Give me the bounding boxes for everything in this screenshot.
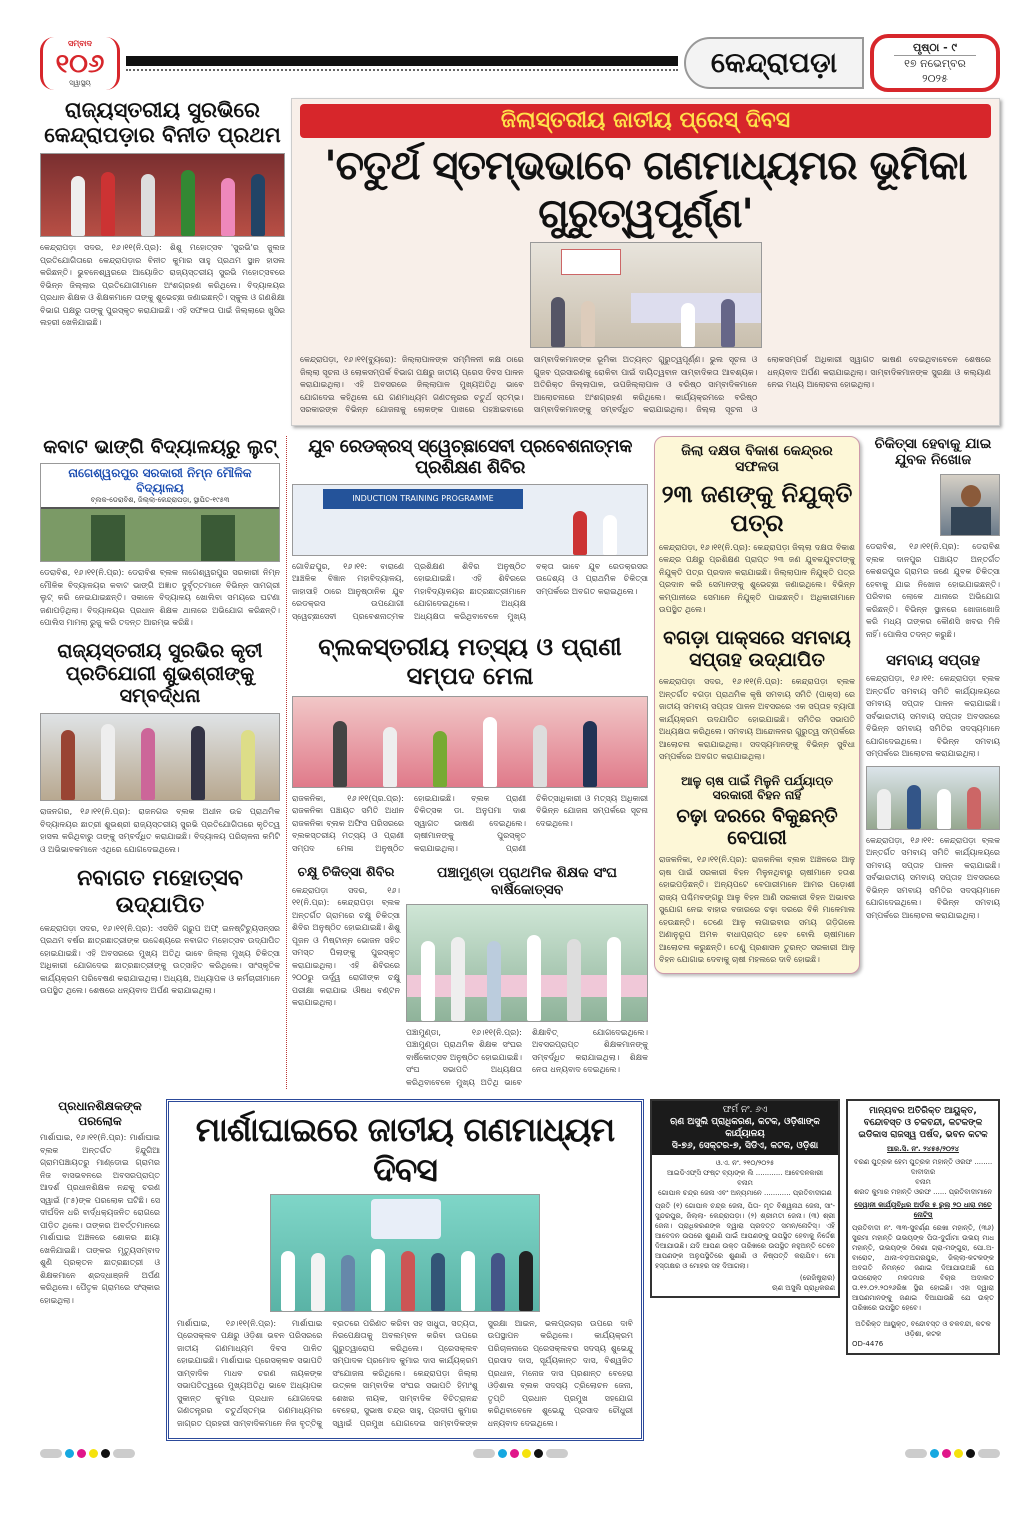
- headline: ରାଜ୍ୟସ୍ତରୀୟ ସୁରଭିରେ କେନ୍ଦ୍ରାପଡ଼ାର ବିନୀତ ପ୍ରଥମ: [44, 98, 281, 148]
- article-eye-camp: ଚକ୍ଷୁ ଚିକିତ୍ସା ଶିବିର କେନ୍ଦ୍ରାପଡ଼ା ସଦର, ୧୬।୧୧(ନି.ପ୍ର): କେନ୍ଦ୍ରାପଡ଼ା ବ୍ଲକ ଅନ୍ତର୍ଗତ ଗ୍ରାମରେ ଚକ୍ଷୁ ଚିକିତ୍ସା ଶିବିର ଅନୁଷ୍ଠିତ ହୋଇଯାଇଛି। ଶିଶୁ ପୂଜନ ଓ ମିଷ୍ଟାନ୍ନ ଭୋଜନ ସହିତ ସମସ୍ତ ପିଲାଙ୍କୁ ପୁରସ୍କୃତ କରାଯାଇଥିଲା। ଏହି ଶିବିରରେ ୨୦୦ରୁ ଊର୍ଦ୍ଧ୍ୱ ରୋଗୀଙ୍କ ଚକ୍ଷୁ ପରୀକ୍ଷା କରାଯାଇ ଔଷଧ ବଣ୍ଟନ କରାଯାଇଥିଲା।: [292, 865, 400, 1010]
- section-title: କେନ୍ଦ୍ରାପଡ଼ା: [684, 37, 864, 89]
- main-headline: 'ଚତୁର୍ଥ ସ୍ତମ୍ଭଭାବେ ଗଣମାଧ୍ୟମର ଭୂମିକା ଗୁରୁତ୍ୱପୂର୍ଣ୍ଣ': [324, 143, 967, 237]
- cooperative-photo: [866, 766, 1000, 830]
- press-day-meeting-photo: [530, 242, 762, 348]
- article-fish-animal-fair: ବ୍ଲକସ୍ତରୀୟ ମତ୍ସ୍ୟ ଓ ପ୍ରାଣୀ ସମ୍ପଦ ମେଳା ରାଜକନିକା, ୧୬।୧୧(ପ୍ର.ପ୍ର): ରାଜକନିକା ପଞ୍ଚାୟତ ସମିତି ଅଧୀନ ରାଜକନିକା ବ୍ଲକ ଅଫିସ ପରିସରରେ ବ୍ଲକସ୍ତରୀୟ ମତ୍ସ୍ୟ ଓ ପ୍ରାଣୀ ସମ୍ପଦ ମେଳା ଅନୁଷ୍ଠିତ ହୋଇଯାଇଛି। ବ୍ଲକ ପ୍ରାଣୀ ଚିକିତ୍ସକ ଡା. ଅନୁପମା ଦାଶ ସ୍ୱାଗତ ଭାଷଣ ଦେଇଥିଲେ। ଚାଷୀମାନଙ୍କୁ ପୁରସ୍କୃତ କରାଯାଇଥିଲା। ପ୍ରାଣୀ ଚିକିତ୍ସାଧିକାରୀ ଓ ମତ୍ସ୍ୟ ଅଧିକାରୀ ବିଭିନ୍ନ ଯୋଜନା ସମ୍ପର୍କରେ ସୂଚନା ଦେଇଥିଲେ।: [292, 633, 648, 855]
- article-top-left: [40, 98, 285, 330]
- article-body: କେନ୍ଦ୍ରାପଡ଼ା, ୧୬।୧୧(ବ୍ୟୁରୋ): ଜିଲ୍ଲାପାଳଙ୍କ ସମ୍ମିଳନୀ କକ୍ଷ ଠାରେ ଜିଲ୍ଲା ସୂଚନା ଓ ଲୋକସମ୍ପର୍କ ବିଭାଗ ପକ୍ଷରୁ ଜାତୀୟ ପ୍ରେସ ଦିବସ ପାଳନ କରାଯାଇଥିଲା। ଏହି ଅବସରରେ ଜିଲ୍ଲାପାଳ ମୁଖ୍ୟଅତିଥି ଭାବେ ଯୋଗଦେଇ କହିଥିଲେ ଯେ ଗଣମାଧ୍ୟମ ଗଣତନ୍ତ୍ରର ଚତୁର୍ଥ ସ୍ତମ୍ଭ। ସରକାରଙ୍କ ବିଭିନ୍ନ ଯୋଜନାକୁ ଲୋକଙ୍କ ପାଖରେ ପହଞ୍ଚାଇବାରେ ସାମ୍ବାଦିକମାନଙ୍କ ଭୂମିକା ଅତ୍ୟନ୍ତ ଗୁରୁତ୍ୱପୂର୍ଣ୍ଣ। ଭୁଲ ସୂଚନା ଓ ଗୁଜବ ପ୍ରସାରଣକୁ ରୋକିବା ପାଇଁ ଦାୟିତ୍ୱବାନ ସାମ୍ବାଦିକତା ଆବଶ୍ୟକ। ଅତିରିକ୍ତ ଜିଲ୍ଲାପାଳ, ଉପଜିଲ୍ଲାପାଳ ଓ ବରିଷ୍ଠ ସାମ୍ବାଦିକମାନେ ଆଲୋଚନାରେ ଅଂଶଗ୍ରହଣ କରିଥିଲେ। କାର୍ଯ୍ୟକ୍ରମରେ ବରିଷ୍ଠ ସାମ୍ବାଦିକମାନଙ୍କୁ ସମ୍ବର୍ଦ୍ଧିତ କରାଯାଇଥିଲା। ଜିଲ୍ଲା ସୂଚନା ଓ ଲୋକସମ୍ପର୍କ ଅଧିକାରୀ ସ୍ୱାଗତ ଭାଷଣ ଦେଇଥିବାବେଳେ ଶେଷରେ ଧନ୍ୟବାଦ ଅର୍ପଣ କରାଯାଇଥିଲା। ସାମ୍ବାଦିକମାନଙ୍କ ସୁରକ୍ଷା ଓ କଲ୍ୟାଣ ନେଇ ମଧ୍ୟ ଆଲୋଚନା ହୋଇଥିଲା।: [300, 355, 991, 414]
- article-teachers-association: ପଞ୍ଚାମୁଣ୍ଡା ପ୍ରାଥମିକ ଶିକ୍ଷକ ସଂଘ ବାର୍ଷିକୋତ୍ସବ ପଞ୍ଚାମୁଣ୍ଡା, ୧୬।୧୧(ନି.ପ୍ର): ପଞ୍ଚାମୁଣ୍ଡା ପ୍ରାଥମିକ ଶିକ୍ଷକ ସଂଘର ବାର୍ଷିକୋତ୍ସବ ଅନୁଷ୍ଠିତ ହୋଇଯାଇଛି। ସଂଘ ସଭାପତି ଅଧ୍ୟକ୍ଷତା କରିଥିବାବେଳେ ମୁଖ୍ୟ ଅତିଥି ଭାବେ ଶିକ୍ଷାବିତ୍ ଯୋଗଦେଇଥିଲେ। ଅବସରପ୍ରାପ୍ତ ଶିକ୍ଷକମାନଙ୍କୁ ସମ୍ବର୍ଦ୍ଧିତ କରାଯାଇଥିଲା। ଶିକ୍ଷକ ନେତା ଧନ୍ୟବାଦ ଦେଇଥିଲେ।: [406, 865, 648, 1089]
- article-body: ଗୋବିନ୍ଦପୁର, ୧୬।୧୧: ବାରାଣେ ଆଞ୍ଚଳିକ ବିଜ୍ଞାନ ମହାବିଦ୍ୟାଳୟ, ଜାହାସାହି ଠାରେ ଆନୁଷ୍ଠାନିକ ଯୁବ ରେଡକ୍ରସ ଉପଯୋଗୀ ସ୍ୱେଚ୍ଛାସେବୀ ପ୍ରବେଶନାତ୍ମକ ପ୍ରଶିକ୍ଷଣ ଶିବିର ଅନୁଷ୍ଠିତ ହୋଇଯାଇଛି। ଏହି ଶିବିରରେ ମହାବିଦ୍ୟାଳୟର ଛାତ୍ରଛାତ୍ରୀମାନେ ଯୋଗଦେଇଥିଲେ। ଅଧ୍ୟକ୍ଷ ଅଧ୍ୟକ୍ଷତା କରିଥିବାବେଳେ ମୁଖ୍ୟ ବକ୍ତା ଭାବେ ଯୁବ ରେଡକ୍ରସର ଉଦ୍ଦେଶ୍ୟ ଓ ପ୍ରାଥମିକ ଚିକିତ୍ସା ସମ୍ପର୍କରେ ଅବଗତ କରାଇଥିଲେ।: [292, 561, 648, 621]
- article-body: ରାଜନଗର, ୧୬।୧୧(ନି.ପ୍ର): ରାଜନଗର ବ୍ଲକ ଅଧୀନ ଉଚ୍ଚ ପ୍ରାଥମିକ ବିଦ୍ୟାଳୟର ଛାତ୍ରୀ ଶୁଭଶ୍ରୀ ରାଜ୍ୟସ୍ତରୀୟ ସୁରଭି ପ୍ରତିଯୋଗିତାରେ କୃତିତ୍ୱ ହାସଲ କରିଥିବାରୁ ତାଙ୍କୁ ସମ୍ବର୍ଦ୍ଧିତ କରାଯାଇଛି। ବିଦ୍ୟାଳୟ ପରିଚାଳନା କମିଟି ଓ ଅଭିଭାବକମାନେ ଏଥିରେ ଯୋଗଦେଇଥିଲେ।: [40, 807, 280, 854]
- form-notice-header: ଫର୍ମ ନଂ. ୬ଏ ଋଣ ଅସୁଲି ପ୍ରାଧିକରଣ, କଟକ, ଓଡ଼ିଶାଙ୍କ କାର୍ଯ୍ୟାଳୟ ସି-୭୬, ସେକ୍ଟର-୭, ସିଡିଏ, କଟକ, ଓଡ଼ିଶା: [652, 1101, 838, 1155]
- training-programme-photo: INDUCTION TRAINING PROGRAMME: [292, 484, 648, 556]
- kicker-banner: ଜିଲାସ୍ତରୀୟ ଜାତୀୟ ପ୍ରେସ୍ ଦିବସ: [300, 104, 991, 138]
- article-body: ଡେରାବିଶ, ୧୬।୧୧(ନି.ପ୍ର): ଡେରାବିଶ ବ୍ଲକ ନାଗେଶ୍ୱରପୁର ସରକାରୀ ନିମ୍ନ ମୌଳିକ ବିଦ୍ୟାଳୟର କବାଟ ଭାଙ୍ଗି ଅଜ୍ଞାତ ଦୁର୍ବୃତ୍ତମାନେ ବିଭିନ୍ନ ସାମଗ୍ରୀ ଲୁଟ୍ କରି ନେଇଯାଇଛନ୍ତି। ସକାଳେ ବିଦ୍ୟାଳୟ ଖୋଲିବା ସମୟରେ ଘଟଣା ଜଣାପଡ଼ିଥିଲା। ବିଦ୍ୟାଳୟର ପ୍ରଧାନ ଶିକ୍ଷକ ଥାନାରେ ଅଭିଯୋଗ କରିଛନ୍ତି। ପୋଲିସ ମାମଲା ରୁଜୁ କରି ତଦନ୍ତ ଆରମ୍ଭ କରିଛି।: [40, 568, 280, 628]
- article-body: ରାଜକନିକା, ୧୬।୧୧(ପ୍ର.ପ୍ର): ରାଜକନିକା ପଞ୍ଚାୟତ ସମିତି ଅଧୀନ ରାଜକନିକା ବ୍ଲକ ଅଫିସ ପରିସରରେ ବ୍ଲକସ୍ତରୀୟ ମତ୍ସ୍ୟ ଓ ପ୍ରାଣୀ ସମ୍ପଦ ମେଳା ଅନୁଷ୍ଠିତ ହୋଇଯାଇଛି। ବ୍ଲକ ପ୍ରାଣୀ ଚିକିତ୍ସକ ଡା. ଅନୁପମା ଦାଶ ସ୍ୱାଗତ ଭାଷଣ ଦେଇଥିଲେ। ଚାଷୀମାନଙ୍କୁ ପୁରସ୍କୃତ କରାଯାଇଥିଲା। ପ୍ରାଣୀ ଚିକିତ୍ସାଧିକାରୀ ଓ ମତ୍ସ୍ୟ ଅଧିକାରୀ ବିଭିନ୍ନ ଯୋଜନା ସମ୍ପର୍କରେ ସୂଚନା ଦେଇଥିଲେ।: [292, 793, 648, 853]
- article-body: କେନ୍ଦ୍ରାପଡ଼ା ସଦର, ୧୬।୧୧(ନି.ପ୍ର): କେନ୍ଦ୍ରାପଡ଼ା ବ୍ଲକ ଅନ୍ତର୍ଗତ ଗ୍ରାମରେ ଚକ୍ଷୁ ଚିକିତ୍ସା ଶିବିର ଅନୁଷ୍ଠିତ ହୋଇଯାଇଛି। ଶିଶୁ ପୂଜନ ଓ ମିଷ୍ଟାନ୍ନ ଭୋଜନ ସହିତ ସମସ୍ତ ପିଲାଙ୍କୁ ପୁରସ୍କୃତ କରାଯାଇଥିଲା। ଏହି ଶିବିରରେ ୨୦୦ରୁ ଊର୍ଦ୍ଧ୍ୱ ରୋଗୀଙ୍କ ଚକ୍ଷୁ ପରୀକ୍ଷା କରାଯାଇ ଔଷଧ ବଣ୍ଟନ କରାଯାଇଥିଲା।: [292, 885, 400, 1008]
- article-freshers-festival: ନବାଗତ ମହୋତ୍ସବ ଉଦ୍ଯାପିତ କେନ୍ଦ୍ରାପଡ଼ା ସଦର, ୧୬।୧୧(ନି.ପ୍ର): ଏସସିବି ଗ୍ରୁପ ଅଫ୍ ଇନଷ୍ଟିଚ୍ୟୁସନ୍ସର ପ୍ରଥମ ବର୍ଷର ଛାତ୍ରଛାତ୍ରୀଙ୍କ ଉଦ୍ଦେଶ୍ୟରେ ନବାଗତ ମହୋତ୍ସବ ଉଦ୍ଯାପିତ ହୋଇଯାଇଛି। ଏହି ଅବସରରେ ମୁଖ୍ୟ ଅତିଥି ଭାବେ ଜିଲ୍ଲା ମୁଖ୍ୟ ଚିକିତ୍ସା ଅଧିକାରୀ ଯୋଗଦେଇ ଛାତ୍ରଛାତ୍ରୀଙ୍କୁ ଉତ୍ସାହିତ କରିଥିଲେ। ସାଂସ୍କୃତିକ କାର୍ଯ୍ୟକ୍ରମ ପରିବେଷଣ କରାଯାଇଥିଲା। ଅଧ୍ୟକ୍ଷ, ଅଧ୍ୟାପକ ଓ କର୍ମଚାରୀମାନେ ଉପସ୍ଥିତ ଥିଲେ। ଶେଷରେ ଧନ୍ୟବାଦ ଅର୍ପଣ କରାଯାଇଥିଲା।: [40, 866, 280, 998]
- article-body: କେନ୍ଦ୍ରାପଡ଼ା ସଦର, ୧୬।୧୧(ନି.ପ୍ର): କେନ୍ଦ୍ରାପଡ଼ା ବ୍ଲକ ଅନ୍ତର୍ଗତ ବଗଡ଼ା ପ୍ରାଥମିକ କୃଷି ସମବାୟ ସମିତି (ପାକ୍ସ) ରେ ଜାତୀୟ ସମବାୟ ସପ୍ତାହ ପାଳନ ଅବସରରେ ଏକ ସପ୍ତାହ ବ୍ୟାପୀ କାର୍ଯ୍ୟକ୍ରମ ଉଦଯାପିତ ହୋଇଯାଇଛି। ସମିତିର ସଭାପତି ଅଧ୍ୟକ୍ଷତା କରିଥିଲେ। ସମବାୟ ଆନ୍ଦୋଳନର ଗୁରୁତ୍ୱ ସମ୍ପର୍କରେ ଆଲୋଚନା କରାଯାଇଥିଲା। ସଦସ୍ୟମାନଙ୍କୁ ବିଭିନ୍ନ ସୁବିଧା ସମ୍ପର୍କରେ ଅବଗତ କରାଯାଇଥିଲା।: [659, 677, 855, 762]
- date: ୧୭ ନଭେମ୍ବର: [904, 57, 966, 70]
- page-date-badge: ପୃଷ୍ଠା - ୯ ୧୭ ନଭେମ୍ବର ୨୦୨୫: [870, 34, 1000, 92]
- yellow-box: [654, 436, 860, 974]
- color-registration-marks: [905, 1449, 1000, 1458]
- article-body: ରାଜକନିକା, ୧୬।୧୧(ନି.ପ୍ର): ରାଜକନିକା ବ୍ଲକ ଅଞ୍ଚଳରେ ଆଳୁ ଚାଷ ପାଇଁ ସରକାରୀ ବିହନ ମିଳୁନଥିବାରୁ ଚାଷୀମାନେ ହତାଶ ହୋଇପଡ଼ିଛନ୍ତି। ଅନ୍ୟପଟେ ବେପାରୀମାନେ ଆମର ପଡ଼ୋଶୀ ରାଜ୍ୟ ପଶ୍ଚିମବଙ୍ଗରୁ ଆଳୁ ବିହନ ଆଣି ସରକାରୀ ବିହନ ଅଭାବର ସୁଯୋଗ ନେଇ ବାହାର ବଜାରରେ ଚଢ଼ା ଦରରେ ବିକି ମାଳେମାଲ ହେଉଛନ୍ତି। ତେଣେ ଆଳୁ ଲଗାଇବାର ସମୟ ଗଡ଼ିଗଲେ ଅଣାନୁରୂପ ଅମଳ ବାଧାପ୍ରାପ୍ତ ହେବ ବୋଲି ଚାଷୀମାନେ ଆଲୋଚନା କରୁଛନ୍ତି। ତେଣୁ ପ୍ରଶାସନ ତୁରନ୍ତ ସରକାରୀ ଆଳୁ ବିହନ ଯୋଗାଇ ଦେବାକୁ ଚାଷୀ ମହଲରେ ଦାବି ହୋଇଛି।: [659, 855, 855, 965]
- felicitation-photo: [40, 713, 280, 801]
- color-registration-marks: [40, 1449, 135, 1458]
- article-potato-seed: ଆଳୁ ଚାଷ ପାଇଁ ମିଳୁନି ପର୍ଯ୍ୟାପ୍ତ ସରକାରୀ ବିହନ ନାହିଁ ଚଢ଼ା ଦରରେ ବିକୁଛନ୍ତି ବେପାରୀ ରାଜକନିକା, ୧୬।୧୧(ନି.ପ୍ର): ରାଜକନିକା ବ୍ଲକ ଅଞ୍ଚଳରେ ଆଳୁ ଚାଷ ପାଇଁ ସରକାରୀ ବିହନ ମିଳୁନଥିବାରୁ ଚାଷୀମାନେ ହତାଶ ହୋଇପଡ଼ିଛନ୍ତି। ଅନ୍ୟପଟେ ବେପାରୀମାନେ ଆମର ପଡ଼ୋଶୀ ରାଜ୍ୟ ପଶ୍ଚିମବଙ୍ଗରୁ ଆଳୁ ବିହନ ଆଣି ସରକାରୀ ବିହନ ଅଭାବର ସୁଯୋଗ ନେଇ ବାହାର ବଜାରରେ ଚଢ଼ା ଦରରେ ବିକି ମାଳେମାଲ ହେଉଛନ୍ତି। ତେଣେ ଆଳୁ ଲଗାଇବାର ସମୟ ଗଡ଼ିଗଲେ ଅଣାନୁରୂପ ଅମଳ ବାଧାପ୍ରାପ୍ତ ହେବ ବୋଲି ଚାଷୀମାନେ ଆଲୋଚନା କରୁଛନ୍ତି। ତେଣୁ ପ୍ରଶାସନ ତୁରନ୍ତ ସରକାରୀ ଆଳୁ ବିହନ ଯୋଗାଇ ଦେବାକୁ ଚାଷୀ ମହଲରେ ଦାବି ହୋଇଛି।: [659, 774, 855, 967]
- article-red-cross-training: ଯୁବ ରେଡକ୍ରସ୍ ସ୍ୱେଚ୍ଛାସେବୀ ପ୍ରବେଶନାତ୍ମକ ପ୍ରଶିକ୍ଷଣ ଶିବିର INDUCTION TRAINING PROGRAMME ଗୋବିନ୍ଦପୁର, ୧୬।୧୧: ବାରାଣେ ଆଞ୍ଚଳିକ ବିଜ୍ଞାନ ମହାବିଦ୍ୟାଳୟ, ଜାହାସାହି ଠାରେ ଆନୁଷ୍ଠାନିକ ଯୁବ ରେଡକ୍ରସ ଉପଯୋଗୀ ସ୍ୱେଚ୍ଛାସେବୀ ପ୍ରବେଶନାତ୍ମକ ପ୍ରଶିକ୍ଷଣ ଶିବିର ଅନୁଷ୍ଠିତ ହୋଇଯାଇଛି। ଏହି ଶିବିରରେ ମହାବିଦ୍ୟାଳୟର ଛାତ୍ରଛାତ୍ରୀମାନେ ଯୋଗଦେଇଥିଲେ। ଅଧ୍ୟକ୍ଷ ଅଧ୍ୟକ୍ଷତା କରିଥିବାବେଳେ ମୁଖ୍ୟ ବକ୍ତା ଭାବେ ଯୁବ ରେଡକ୍ରସର ଉଦ୍ଦେଶ୍ୟ ଓ ପ୍ରାଥମିକ ଚିକିତ୍ସା ସମ୍ପର୍କରେ ଅବଗତ କରାଇଥିଲେ।: [292, 436, 648, 624]
- article-bagada-pacs: ବଗଡ଼ା ପାକ୍ସରେ ସମବାୟ ସପ୍ତାହ ଉଦ୍ଯାପିତ କେନ୍ଦ୍ରାପଡ଼ା ସଦର, ୧୬।୧୧(ନି.ପ୍ର): କେନ୍ଦ୍ରାପଡ଼ା ବ୍ଲକ ଅନ୍ତର୍ଗତ ବଗଡ଼ା ପ୍ରାଥମିକ କୃଷି ସମବାୟ ସମିତି (ପାକ୍ସ) ରେ ଜାତୀୟ ସମବାୟ ସପ୍ତାହ ପାଳନ ଅବସରରେ ଏକ ସପ୍ତାହ ବ୍ୟାପୀ କାର୍ଯ୍ୟକ୍ରମ ଉଦଯାପିତ ହୋଇଯାଇଛି। ସମିତିର ସଭାପତି ଅଧ୍ୟକ୍ଷତା କରିଥିଲେ। ସମବାୟ ଆନ୍ଦୋଳନର ଗୁରୁତ୍ୱ ସମ୍ପର୍କରେ ଆଲୋଚନା କରାଯାଇଥିଲା। ସଦସ୍ୟମାନଙ୍କୁ ବିଭିନ୍ନ ସୁବିଧା ସମ୍ପର୍କରେ ଅବଗତ କରାଯାଇଥିଲା।: [659, 627, 855, 764]
- article-body: କେନ୍ଦ୍ରାପଡ଼ା, ୧୬।୧୧(ନି.ପ୍ର): କେନ୍ଦ୍ରାପଡ଼ା ଜିଲ୍ଲା ଦକ୍ଷତା ବିକାଶ କେନ୍ଦ୍ର ପକ୍ଷରୁ ପ୍ରଶିକ୍ଷଣ ପ୍ରାପ୍ତ ୨୩ ଜଣ ଯୁବକଯୁବତୀଙ୍କୁ ନିଯୁକ୍ତି ପତ୍ର ପ୍ରଦାନ କରାଯାଇଛି। ଜିଲ୍ଲାପାଳ ନିଯୁକ୍ତି ପତ୍ର ପ୍ରଦାନ କରି ସେମାନଙ୍କୁ ଶୁଭେଚ୍ଛା ଜଣାଇଥିଲେ। ବିଭିନ୍ନ କମ୍ପାନୀରେ ସେମାନେ ନିଯୁକ୍ତି ପାଇଛନ୍ତି। ଅଧିକାରୀମାନେ ଉପସ୍ଥିତ ଥିଲେ।: [659, 542, 855, 615]
- award-photo: [40, 153, 285, 237]
- newspaper-logo: ସମ୍ବାଦ ୧୦୬ ସ୍ୱାସ୍ଥ୍ୟ: [40, 37, 120, 90]
- association-photo: [406, 904, 648, 1022]
- column-divider: [286, 436, 648, 1090]
- legal-notice: ମାନ୍ୟବର ଅତିରିକ୍ତ ଆୟୁକ୍ତ, ବନ୍ଦୋବସ୍ତ ଓ ଚକବନ୍ଦୀ, କଟକଙ୍କ ଇଡିକାସ ରାଜସ୍ୱ ପର୍ଷଦ, ଭବନ କଟକ ଆର.ସି. ନଂ. ୨୪୫୫/୨୦୨୪ ବରଣ ପୁତ୍ରକ ହେମ ପୁତ୍ରକ ମହାନ୍ତି ଓରଫ ........ ଦାବୀଦାର ବନାମ ଶରତ କୁମାର ମହାନ୍ତି ଓରଫ ...... ପ୍ରତିବାଦୀମାନେ ଦେୱାନୀ କାର୍ଯ୍ୟବିଧିର ଅର୍ଡର ୫ ରୁଲ୍ ୨୦ ଧାରା ମତେ ନୋଟିସ୍ ପ୍ରତିବାଦୀ ନଂ. ୩୩-ସୁବର୍ଣ୍ଣ ରେଖା ମହାନ୍ତି, (୩୬) ସୁରମା ମହାନ୍ତି ଉଭୟଙ୍କ ପିତା-ଦୁର୍ଗାମା ଉଭୟ ମାଧ ମହାନ୍ତି, ଉଭୟଙ୍କ ଠିକଣା ଗ୍ରା-ମଙ୍ଗୁରା, ପୋ.ଅ-ବାରୋଟ, ଥାନା-ବଡ଼ଅଗରପୁର, ଜିଲ୍ଲା-କଟକଙ୍କ ଅବଗତି ନିମନ୍ତେ ଜଣାଇ ଦିଆଯାଉଅଛି ଯେ ଉପରୋକ୍ତ ମକଦ୍ଦମାର ବିଚାର ଅଦାଲତ ତା.୧୨.୦୨.୨୦୨୬ରିଖ ସ୍ଥିର ହୋଇଛି। ଏହା ଦ୍ୱାରା ଆପଣମାନଙ୍କୁ ଜଣାଇ ଦିଆଯାଉଛି ଯେ ଉକ୍ତ ତାରିଖରେ ଉପସ୍ଥିତ ହେବେ। ଅତିରିକ୍ତ ଆୟୁକ୍ତ, ବନ୍ଦୋବସ୍ତ ଓ ଚକବନ୍ଦୀ, କଟକ ଓଡ଼ିଶା, କଟକ OD-4476: [846, 1099, 1000, 1355]
- masthead-rule-dotted: [126, 69, 678, 71]
- article-body: ମାର୍ଶାଘାଇ, ୧୬।୧୧(ନି.ପ୍ର): ମାର୍ଶାଘାଇ ବ୍ଲକ ଅନ୍ତର୍ଗତ ହିନ୍ଦୁଗିଆ ଗ୍ରାମପଞ୍ଚାୟତରୁ ମାଣ୍ଡୋଇ ଗ୍ରାମର ନିଜ ବାସଭବନରେ ଅବସରପ୍ରାପ୍ତ ଆଦର୍ଶ ପ୍ରଧାନଶିକ୍ଷକ ନନ୍ଦକୁ ଚରଣ ସ୍ୱାଇଁ (୮୫)ଙ୍କ ପରଲୋକ ଘଟିଛି। ସେ ଦୀର୍ଘଦିନ ଧରି ବାର୍ଦ୍ଧକ୍ୟଜନିତ ରୋଗରେ ପୀଡ଼ିତ ଥିଲେ। ତାଙ୍କର ଅବର୍ତ୍ତମାନରେ ମାର୍ଶାଘାଇ ଅଞ୍ଚଳରେ ଶୋକର ଛାୟା ଖେଳିଯାଇଛି। ତାଙ୍କର ମୃତ୍ୟୁସମ୍ବାଦ ଶୁଣି ପ୍ରକ୍ତନ ଛାତ୍ରଛାତ୍ରୀ ଓ ଶିକ୍ଷକମାନେ ଶ୍ରଦ୍ଧାଞ୍ଜଳି ଅର୍ପଣ କରିଥିଲେ। ପୈତୃକ ଗ୍ରାମରେ ସଂସ୍କାର ହୋଇଥିଲା।: [40, 1133, 160, 1305]
- article-body: ଡେରାବିଶ, ୧୬।୧୧(ନି.ପ୍ର): ଡେରାବିଶ ବ୍ଲକ ଦାନପୁର ପଞ୍ଚାୟତ ଅନ୍ତର୍ଗତ କେଶରପୁର ଗ୍ରାମର ଜଣେ ଯୁବକ ଚିକିତ୍ସା ହେବାକୁ ଯାଇ ନିଖୋଜ ହୋଇଯାଇଛନ୍ତି। ପରିବାର ଲୋକେ ଥାନାରେ ଅଭିଯୋଗ କରିଛନ୍ତି। ବିଭିନ୍ନ ସ୍ଥାନରେ ଖୋଜାଖୋଜି କରି ମଧ୍ୟ ତାଙ୍କର କୌଣସି ଖବର ମିଳି ନାହିଁ। ପୋଲିସ ତଦନ୍ତ କରୁଛି।: [866, 542, 1000, 639]
- article-body: କେନ୍ଦ୍ରାପଡ଼ା, ୧୬।୧୧: କେନ୍ଦ୍ରାପଡ଼ା ବ୍ଲକ ଅନ୍ତର୍ଗତ ସମବାୟ ସମିତି କାର୍ଯ୍ୟାଳୟରେ ସମବାୟ ସପ୍ତାହ ପାଳନ କରାଯାଇଛି। ସର୍ବଭାରତୀୟ ସମବାୟ ସପ୍ତାହ ଅବସରରେ ବିଭିନ୍ନ ସମବାୟ ସମିତିର ସଦସ୍ୟମାନେ ଯୋଗଦେଇଥିଲେ। ବିଭିନ୍ନ ସମବାୟ ସମ୍ପର୍କରେ ଆଲୋଚନା କରାଯାଇଥିଲା।: [866, 674, 1000, 759]
- article-body: କେନ୍ଦ୍ରାପଡ଼ା ସଦର, ୧୬।୧୧(ନି.ପ୍ର): ଏସସିବି ଗ୍ରୁପ ଅଫ୍ ଇନଷ୍ଟିଚ୍ୟୁସନ୍ସର ପ୍ରଥମ ବର୍ଷର ଛାତ୍ରଛାତ୍ରୀଙ୍କ ଉଦ୍ଦେଶ୍ୟରେ ନବାଗତ ମହୋତ୍ସବ ଉଦ୍ଯାପିତ ହୋଇଯାଇଛି। ଏହି ଅବସରରେ ମୁଖ୍ୟ ଅତିଥି ଭାବେ ଜିଲ୍ଲା ମୁଖ୍ୟ ଚିକିତ୍ସା ଅଧିକାରୀ ଯୋଗଦେଇ ଛାତ୍ରଛାତ୍ରୀଙ୍କୁ ଉତ୍ସାହିତ କରିଥିଲେ। ସାଂସ୍କୃତିକ କାର୍ଯ୍ୟକ୍ରମ ପରିବେଷଣ କରାଯାଇଥିଲା। ଅଧ୍ୟକ୍ଷ, ଅଧ୍ୟାପକ ଓ କର୍ମଚାରୀମାନେ ଉପସ୍ଥିତ ଥିଲେ। ଶେଷରେ ଧନ୍ୟବାଦ ଅର୍ପଣ କରାଯାଇଥିଲା।: [40, 923, 280, 996]
- main-story: [291, 98, 1000, 426]
- article-body: ପଞ୍ଚାମୁଣ୍ଡା, ୧୬।୧୧(ନି.ପ୍ର): ପଞ୍ଚାମୁଣ୍ଡା ପ୍ରାଥମିକ ଶିକ୍ଷକ ସଂଘର ବାର୍ଷିକୋତ୍ସବ ଅନୁଷ୍ଠିତ ହୋଇଯାଇଛି। ସଂଘ ସଭାପତି ଅଧ୍ୟକ୍ଷତା କରିଥିବାବେଳେ ମୁଖ୍ୟ ଅତିଥି ଭାବେ ଶିକ୍ଷାବିତ୍ ଯୋଗଦେଇଥିଲେ। ଅବସରପ୍ରାପ୍ତ ଶିକ୍ଷକମାନଙ୍କୁ ସମ୍ବର୍ଦ୍ଧିତ କରାଯାଇଥିଲା। ଶିକ୍ଷକ ନେତା ଧନ୍ୟବାଦ ଦେଇଥିଲେ।: [406, 1027, 648, 1087]
- article-surabhi-felicitation: ରାଜ୍ୟସ୍ତରୀୟ ସୁରଭିର କୃତୀ ପ୍ରତିଯୋଗୀ ଶୁଭଶ୍ରୀଙ୍କୁ ସମ୍ବର୍ଦ୍ଧନା ରାଜନଗର, ୧୬।୧୧(ନି.ପ୍ର): ରାଜନଗର ବ୍ଲକ ଅଧୀନ ଉଚ୍ଚ ପ୍ରାଥମିକ ବିଦ୍ୟାଳୟର ଛାତ୍ରୀ ଶୁଭଶ୍ରୀ ରାଜ୍ୟସ୍ତରୀୟ ସୁରଭି ପ୍ରତିଯୋଗିତାରେ କୃତିତ୍ୱ ହାସଲ କରିଥିବାରୁ ତାଙ୍କୁ ସମ୍ବର୍ଦ୍ଧିତ କରାଯାଇଛି। ବିଦ୍ୟାଳୟ ପରିଚାଳନା କମିଟି ଓ ଅଭିଭାବକମାନେ ଏଥିରେ ଯୋଗଦେଇଥିଲେ।: [40, 640, 280, 856]
- page-number: ପୃଷ୍ଠା - ୯: [894, 40, 976, 56]
- media-day-photo: [270, 1194, 540, 1312]
- masthead: [40, 0, 1000, 92]
- article-marshaghai-media-day: ମାର୍ଶାଘାଇରେ ଜାତୀୟ ଗଣମାଧ୍ୟମ ଦିବସ ମାର୍ଶାଘାଇ, ୧୬।୧୧(ନି.ପ୍ର): ମାର୍ଶାଘାଇ ପ୍ରେସକ୍ଲବ ପକ୍ଷରୁ ଓଡ଼ିଶା ଭବନ ପରିସରରେ ଜାତୀୟ ଗଣମାଧ୍ୟମ ଦିବସ ପାଳିତ ହୋଇଯାଇଛି। ମାର୍ଶାଘାଇ ପ୍ରେସକ୍ଲବ ସଭାପତି ସାମ୍ବାଦିକ ମାଧବ ଚରଣ ନାୟକଙ୍କ ସଭାପତିତ୍ୱରେ ମୁଖ୍ୟଅତିଥି ଭାବେ ଅଧ୍ୟାପକ ସୁକାନ୍ତ କୁମାର ପ୍ରଧାନ ଯୋଗଦେଇ ଗଣତନ୍ତ୍ରର ଚତୁର୍ଥସ୍ତମ୍ଭ ଗଣମାଧ୍ୟମର ଜାଗ୍ରତ ପ୍ରହରୀ ସାମ୍ବାଦିକମାନେ ନିଜ ବୃତ୍ତିକୁ ବ୍ରତରେ ପରିଣତ କରିବା ସହ ସାଧୁତା, ସତ୍ୟତା, ନିରପେକ୍ଷତାକୁ ଅବଲମ୍ବନ କରିବା ଉପରେ ଗୁରୁତ୍ୱାରୋପ କରିଥିଲେ। ପ୍ରେସକ୍ଲବ ସମ୍ପାଦକ ପ୍ରମୋଦ କୁମାର ଦାସ କାର୍ଯ୍ୟକ୍ରମ ସଂଯୋଜନା କରିଥିଲେ। କେନ୍ଦ୍ରାପଡ଼ା ଜିଲ୍ଲା ଉତ୍କଳ ସାମ୍ବାଦିକ ସଂଘର ସଭାପତି ହିମାଂଶୁ ଶେଖର ନାୟକ, ସାମ୍ବାଦିକ ବିଚିତ୍ରାନନ୍ଦ ବେହେରା, ସୁଭାଷ ଚନ୍ଦ୍ର ସାହୁ, ପ୍ରଦୀପ କୁମାର ସ୍ୱାଇଁ ପ୍ରମୁଖ ଯୋଗଦେଇ ସାମ୍ବାଦିକଙ୍କ ସୁରକ୍ଷା ଆଇନ, ଭଲପ୍ରଚାର ଉପରେ ଦାବି ଉପସ୍ଥାପନ କରିଥିଲେ। କାର୍ଯ୍ୟକ୍ରମ ପରିଚାଳନାରେ ପ୍ରେସକ୍ଲବର ସଦସ୍ୟ ଶୁଭେନ୍ଦୁ ପ୍ରସାଦ ଦାସ, ସୂର୍ଯ୍ୟକାନ୍ତ ଦାସ, ବିଶ୍ୱଜିତ ପ୍ରଧାନ, ମନୋଜ ଦାସ ପ୍ରଶାନ୍ତ ବେହେରା ଓଡ଼ିଶାଲ ବ୍ଲକ ସଦସ୍ୟ ତ୍ରିଲୋଚନ ଜେନା, ତୃପ୍ତି ପ୍ରଧାନ ପ୍ରମୁଖ ସହଯୋଗ କରିଥିବାବେଳେ ଶୁଭେନ୍ଦୁ ପ୍ରସାଦ ଚୌଧୁରୀ ଧନ୍ୟବାଦ ଦେଇଥିଲେ।: [166, 1099, 644, 1441]
- article-headmaster-obituary: ପ୍ରଧାନଶିକ୍ଷକଙ୍କ ପରଲୋକ ମାର୍ଶାଘାଇ, ୧୬।୧୧(ନି.ପ୍ର): ମାର୍ଶାଘାଇ ବ୍ଲକ ଅନ୍ତର୍ଗତ ହିନ୍ଦୁଗିଆ ଗ୍ରାମପଞ୍ଚାୟତରୁ ମାଣ୍ଡୋଇ ଗ୍ରାମର ନିଜ ବାସଭବନରେ ଅବସରପ୍ରାପ୍ତ ଆଦର୍ଶ ପ୍ରଧାନଶିକ୍ଷକ ନନ୍ଦକୁ ଚରଣ ସ୍ୱାଇଁ (୮୫)ଙ୍କ ପରଲୋକ ଘଟିଛି। ସେ ଦୀର୍ଘଦିନ ଧରି ବାର୍ଦ୍ଧକ୍ୟଜନିତ ରୋଗରେ ପୀଡ଼ିତ ଥିଲେ। ତାଙ୍କର ଅବର୍ତ୍ତମାନରେ ମାର୍ଶାଘାଇ ଅଞ୍ଚଳରେ ଶୋକର ଛାୟା ଖେଳିଯାଇଛି। ତାଙ୍କର ମୃତ୍ୟୁସମ୍ବାଦ ଶୁଣି ପ୍ରକ୍ତନ ଛାତ୍ରଛାତ୍ରୀ ଓ ଶିକ୍ଷକମାନେ ଶ୍ରଦ୍ଧାଞ୍ଜଳି ଅର୍ପଣ କରିଥିଲେ। ପୈତୃକ ଗ୍ରାମରେ ସଂସ୍କାର ହୋଇଥିଲା।: [40, 1099, 160, 1307]
- fair-photo: [292, 696, 648, 788]
- article-school-theft: କବାଟ ଭାଙ୍ଗି ବିଦ୍ୟାଳୟରୁ ଲୁଟ୍ ନାଗେଶ୍ୱରପୁର ସରକାରୀ ନିମ୍ନ ମୌଳିକ ବିଦ୍ୟାଳୟ ବ୍ଲକ-ଡେରାବିଶ, ଜିଲ୍ଲା-କେନ୍ଦ୍ରାପଡ଼ା, ସ୍ଥାପିତ-୧୯୫୩ ଡେରାବିଶ, ୧୬।୧୧(ନି.ପ୍ର): ଡେରାବିଶ ବ୍ଲକ ନାଗେଶ୍ୱରପୁର ସରକାରୀ ନିମ୍ନ ମୌଳିକ ବିଦ୍ୟାଳୟର କବାଟ ଭାଙ୍ଗି ଅଜ୍ଞାତ ଦୁର୍ବୃତ୍ତମାନେ ବିଭିନ୍ନ ସାମଗ୍ରୀ ଲୁଟ୍ କରି ନେଇଯାଇଛନ୍ତି। ସକାଳେ ବିଦ୍ୟାଳୟ ଖୋଲିବା ସମୟରେ ଘଟଣା ଜଣାପଡ଼ିଥିଲା। ବିଦ୍ୟାଳୟର ପ୍ରଧାନ ଶିକ୍ଷକ ଥାନାରେ ଅଭିଯୋଗ କରିଛନ୍ତି। ପୋଲିସ ମାମଲା ରୁଜୁ କରି ତଦନ୍ତ ଆରମ୍ଭ କରିଛି।: [40, 436, 280, 630]
- article-body: କେନ୍ଦ୍ରାପଡ଼ା ସଦର, ୧୬।୧୧(ନି.ପ୍ର): ଶିଶୁ ମହୋତ୍ସବ 'ସୁରଭି'ର ଜୁଲଜ ପ୍ରତିଯୋଗିତାରେ କେନ୍ଦ୍ରାପଡ଼ାର ବିନୀତ କୁମାର ସାହୁ ପ୍ରଥମ ସ୍ଥାନ ହାସଲ କରିଛନ୍ତି। ଭୁବନେଶ୍ୱରରେ ଆୟୋଜିତ ରାଜ୍ୟସ୍ତରୀୟ ସୁରଭି ମହୋତ୍ସବରେ ବିଭିନ୍ନ ଜିଲ୍ଲାର ପ୍ରତିଯୋଗୀମାନେ ଅଂଶଗ୍ରହଣ କରିଥିଲେ। ବିଦ୍ୟାଳୟର ପ୍ରଧାନ ଶିକ୍ଷକ ଓ ଶିକ୍ଷକମାନେ ତାଙ୍କୁ ଶୁଭେଚ୍ଛା ଜଣାଇଛନ୍ତି। ସ୍କୁଲ ଓ ଗଣଶିକ୍ଷା ବିଭାଗ ପକ୍ଷରୁ ତାଙ୍କୁ ପୁରସ୍କୃତ କରାଯାଇଛି। ଏହି ସଫଳତା ପାଇଁ ଜିଲ୍ଲାରେ ଖୁସିର ଲହରୀ ଖେଳିଯାଇଛି।: [40, 243, 285, 328]
- missing-youth-photo: [940, 474, 1000, 536]
- masthead-rule: [126, 56, 678, 66]
- form-notice: ଫର୍ମ ନଂ. ୬ଏ ଋଣ ଅସୁଲି ପ୍ରାଧିକରଣ, କଟକ, ଓଡ଼ିଶାଙ୍କ କାର୍ଯ୍ୟାଳୟ ସି-୭୬, ସେକ୍ଟର-୭, ସିଡିଏ, କଟକ, ଓଡ଼ିଶା ଓ.ଏ. ନଂ. ୨୧୦/୨୦୨୫ ଆଇଡିଏଫ୍‌ସି ଫଷ୍ଟ ବ୍ୟାଙ୍କ ଲି ............ ଆବେଦନକାରୀ ବନାମ ଗୋପାଳ ଚନ୍ଦ୍ର ଜେନା ଏବଂ ଅନ୍ୟମାନେ ............ ପ୍ରତିବାଦୀଗଣ ପ୍ରତି (୧) ଗୋପାଳ ଚନ୍ଦ୍ର ଜେନା, ପିତା- ମୃତ ବିଶ୍ୱନାଥ ଜେନା, ସାଂ- ସୁନ୍ଦରପୁର, ଜିଲ୍ଲା- କେନ୍ଦ୍ରାପଡ଼ା। (୨) ଶ୍ରୀମତୀ ଜେନା। (୩) ଶ୍ରୀ ଜେନା। ପ୍ରାଧିକରଣଙ୍କ ଦ୍ୱାରା ପ୍ରଦତ୍ତ ସମନ/ନୋଟିସ୍। ଏହି ଆବେଦନ ଉପରେ ଶୁଣାଣି ପାଇଁ ଆପଣଙ୍କୁ ଉପସ୍ଥିତ ହେବାକୁ ନିର୍ଦ୍ଦେଶ ଦିଆଯାଉଛି। ଯଦି ଆପଣ ଉକ୍ତ ତାରିଖରେ ଉପସ୍ଥିତ ନହୁଅନ୍ତି ତେବେ ଆପଣଙ୍କ ଅନୁପସ୍ଥିତିରେ ଶୁଣାଣି ଓ ନିଷ୍ପତ୍ତି କରାଯିବ। ମୋ ହସ୍ତାକ୍ଷର ଓ ମୋହର ସହ ଦିଆଗଲା। (ରେଜିଷ୍ଟ୍ରାର) ଋଣ ଅସୁଲି ପ୍ରାଧିକରଣ: [650, 1099, 840, 1298]
- school-building-photo: ନାଗେଶ୍ୱରପୁର ସରକାରୀ ନିମ୍ନ ମୌଳିକ ବିଦ୍ୟାଳୟ ବ୍ଲକ-ଡେରାବିଶ, ଜିଲ୍ଲା-କେନ୍ଦ୍ରାପଡ଼ା, ସ୍ଥାପିତ-୧୯୫୩: [40, 463, 280, 562]
- color-registration-marks: [473, 1449, 568, 1458]
- article-cooperative-week: ସମବାୟ ସପ୍ତାହ କେନ୍ଦ୍ରାପଡ଼ା, ୧୬।୧୧: କେନ୍ଦ୍ରାପଡ଼ା ବ୍ଲକ ଅନ୍ତର୍ଗତ ସମବାୟ ସମିତି କାର୍ଯ୍ୟାଳୟରେ ସମବାୟ ସପ୍ତାହ ପାଳନ କରାଯାଇଛି। ସର୍ବଭାରତୀୟ ସମବାୟ ସପ୍ତାହ ଅବସରରେ ବିଭିନ୍ନ ସମବାୟ ସମିତିର ସଦସ୍ୟମାନେ ଯୋଗଦେଇଥିଲେ। ବିଭିନ୍ନ ସମବାୟ ସମ୍ପର୍କରେ ଆଲୋଚନା କରାଯାଇଥିଲା। କେନ୍ଦ୍ରାପଡ଼ା, ୧୬।୧୧: କେନ୍ଦ୍ରାପଡ଼ା ବ୍ଲକ ଅନ୍ତର୍ଗତ ସମବାୟ ସମିତି କାର୍ଯ୍ୟାଳୟରେ ସମବାୟ ସପ୍ତାହ ପାଳନ କରାଯାଇଛି। ସର୍ବଭାରତୀୟ ସମବାୟ ସପ୍ତାହ ଅବସରରେ ବିଭିନ୍ନ ସମବାୟ ସମିତିର ସଦସ୍ୟମାନେ ଯୋଗଦେଇଥିଲେ। ବିଭିନ୍ନ ସମବାୟ ସମ୍ପର୍କରେ ଆଲୋଚନା କରାଯାଇଥିଲା।: [866, 651, 1000, 920]
- article-youth-missing: ଚିକିତ୍ସା ହେବାକୁ ଯାଇ ଯୁବକ ନିଖୋଜ ଡେରାବିଶ, ୧୬।୧୧(ନି.ପ୍ର): ଡେରାବିଶ ବ୍ଲକ ଦାନପୁର ପଞ୍ଚାୟତ ଅନ୍ତର୍ଗତ କେଶରପୁର ଗ୍ରାମର ଜଣେ ଯୁବକ ଚିକିତ୍ସା ହେବାକୁ ଯାଇ ନିଖୋଜ ହୋଇଯାଇଛନ୍ତି। ପରିବାର ଲୋକେ ଥାନାରେ ଅଭିଯୋଗ କରିଛନ୍ତି। ବିଭିନ୍ନ ସ୍ଥାନରେ ଖୋଜାଖୋଜି କରି ମଧ୍ୟ ତାଙ୍କର କୌଣସି ଖବର ମିଳି ନାହିଁ। ପୋଲିସ ତଦନ୍ତ କରୁଛି।: [866, 436, 1000, 642]
- article-skill-centre: ଜିଲା ଦକ୍ଷତା ବିକାଶ କେନ୍ଦ୍ରର ସଫଳତା ୨୩ ଜଣଙ୍କୁ ନିଯୁକ୍ତି ପତ୍ର କେନ୍ଦ୍ରାପଡ଼ା, ୧୬।୧୧(ନି.ପ୍ର): କେନ୍ଦ୍ରାପଡ଼ା ଜିଲ୍ଲା ଦକ୍ଷତା ବିକାଶ କେନ୍ଦ୍ର ପକ୍ଷରୁ ପ୍ରଶିକ୍ଷଣ ପ୍ରାପ୍ତ ୨୩ ଜଣ ଯୁବକଯୁବତୀଙ୍କୁ ନିଯୁକ୍ତି ପତ୍ର ପ୍ରଦାନ କରାଯାଇଛି। ଜିଲ୍ଲାପାଳ ନିଯୁକ୍ତି ପତ୍ର ପ୍ରଦାନ କରି ସେମାନଙ୍କୁ ଶୁଭେଚ୍ଛା ଜଣାଇଥିଲେ। ବିଭିନ୍ନ କମ୍ପାନୀରେ ସେମାନେ ନିଯୁକ୍ତି ପାଇଛନ୍ତି। ଅଧିକାରୀମାନେ ଉପସ୍ଥିତ ଥିଲେ।: [659, 443, 855, 617]
- article-body: ମାର୍ଶାଘାଇ, ୧୬।୧୧(ନି.ପ୍ର): ମାର୍ଶାଘାଇ ପ୍ରେସକ୍ଲବ ପକ୍ଷରୁ ଓଡ଼ିଶା ଭବନ ପରିସରରେ ଜାତୀୟ ଗଣମାଧ୍ୟମ ଦିବସ ପାଳିତ ହୋଇଯାଇଛି। ମାର୍ଶାଘାଇ ପ୍ରେସକ୍ଲବ ସଭାପତି ସାମ୍ବାଦିକ ମାଧବ ଚରଣ ନାୟକଙ୍କ ସଭାପତିତ୍ୱରେ ମୁଖ୍ୟଅତିଥି ଭାବେ ଅଧ୍ୟାପକ ସୁକାନ୍ତ କୁମାର ପ୍ରଧାନ ଯୋଗଦେଇ ଗଣତନ୍ତ୍ରର ଚତୁର୍ଥସ୍ତମ୍ଭ ଗଣମାଧ୍ୟମର ଜାଗ୍ରତ ପ୍ରହରୀ ସାମ୍ବାଦିକମାନେ ନିଜ ବୃତ୍ତିକୁ ବ୍ରତରେ ପରିଣତ କରିବା ସହ ସାଧୁତା, ସତ୍ୟତା, ନିରପେକ୍ଷତାକୁ ଅବଲମ୍ବନ କରିବା ଉପରେ ଗୁରୁତ୍ୱାରୋପ କରିଥିଲେ। ପ୍ରେସକ୍ଲବ ସମ୍ପାଦକ ପ୍ରମୋଦ କୁମାର ଦାସ କାର୍ଯ୍ୟକ୍ରମ ସଂଯୋଜନା କରିଥିଲେ। କେନ୍ଦ୍ରାପଡ଼ା ଜିଲ୍ଲା ଉତ୍କଳ ସାମ୍ବାଦିକ ସଂଘର ସଭାପତି ହିମାଂଶୁ ଶେଖର ନାୟକ, ସାମ୍ବାଦିକ ବିଚିତ୍ରାନନ୍ଦ ବେହେରା, ସୁଭାଷ ଚନ୍ଦ୍ର ସାହୁ, ପ୍ରଦୀପ କୁମାର ସ୍ୱାଇଁ ପ୍ରମୁଖ ଯୋଗଦେଇ ସାମ୍ବାଦିକଙ୍କ ସୁରକ୍ଷା ଆଇନ, ଭଲପ୍ରଚାର ଉପରେ ଦାବି ଉପସ୍ଥାପନ କରିଥିଲେ। କାର୍ଯ୍ୟକ୍ରମ ପରିଚାଳନାରେ ପ୍ରେସକ୍ଲବର ସଦସ୍ୟ ଶୁଭେନ୍ଦୁ ପ୍ରସାଦ ଦାସ, ସୂର୍ଯ୍ୟକାନ୍ତ ଦାସ, ବିଶ୍ୱଜିତ ପ୍ରଧାନ, ମନୋଜ ଦାସ ପ୍ରଶାନ୍ତ ବେହେରା ଓଡ଼ିଶାଲ ବ୍ଲକ ସଦସ୍ୟ ତ୍ରିଲୋଚନ ଜେନା, ତୃପ୍ତି ପ୍ରଧାନ ପ୍ରମୁଖ ସହଯୋଗ କରିଥିବାବେଳେ ଶୁଭେନ୍ଦୁ ପ୍ରସାଦ ଚୌଧୁରୀ ଧନ୍ୟବାଦ ଦେଇଥିଲେ।: [177, 1318, 633, 1428]
